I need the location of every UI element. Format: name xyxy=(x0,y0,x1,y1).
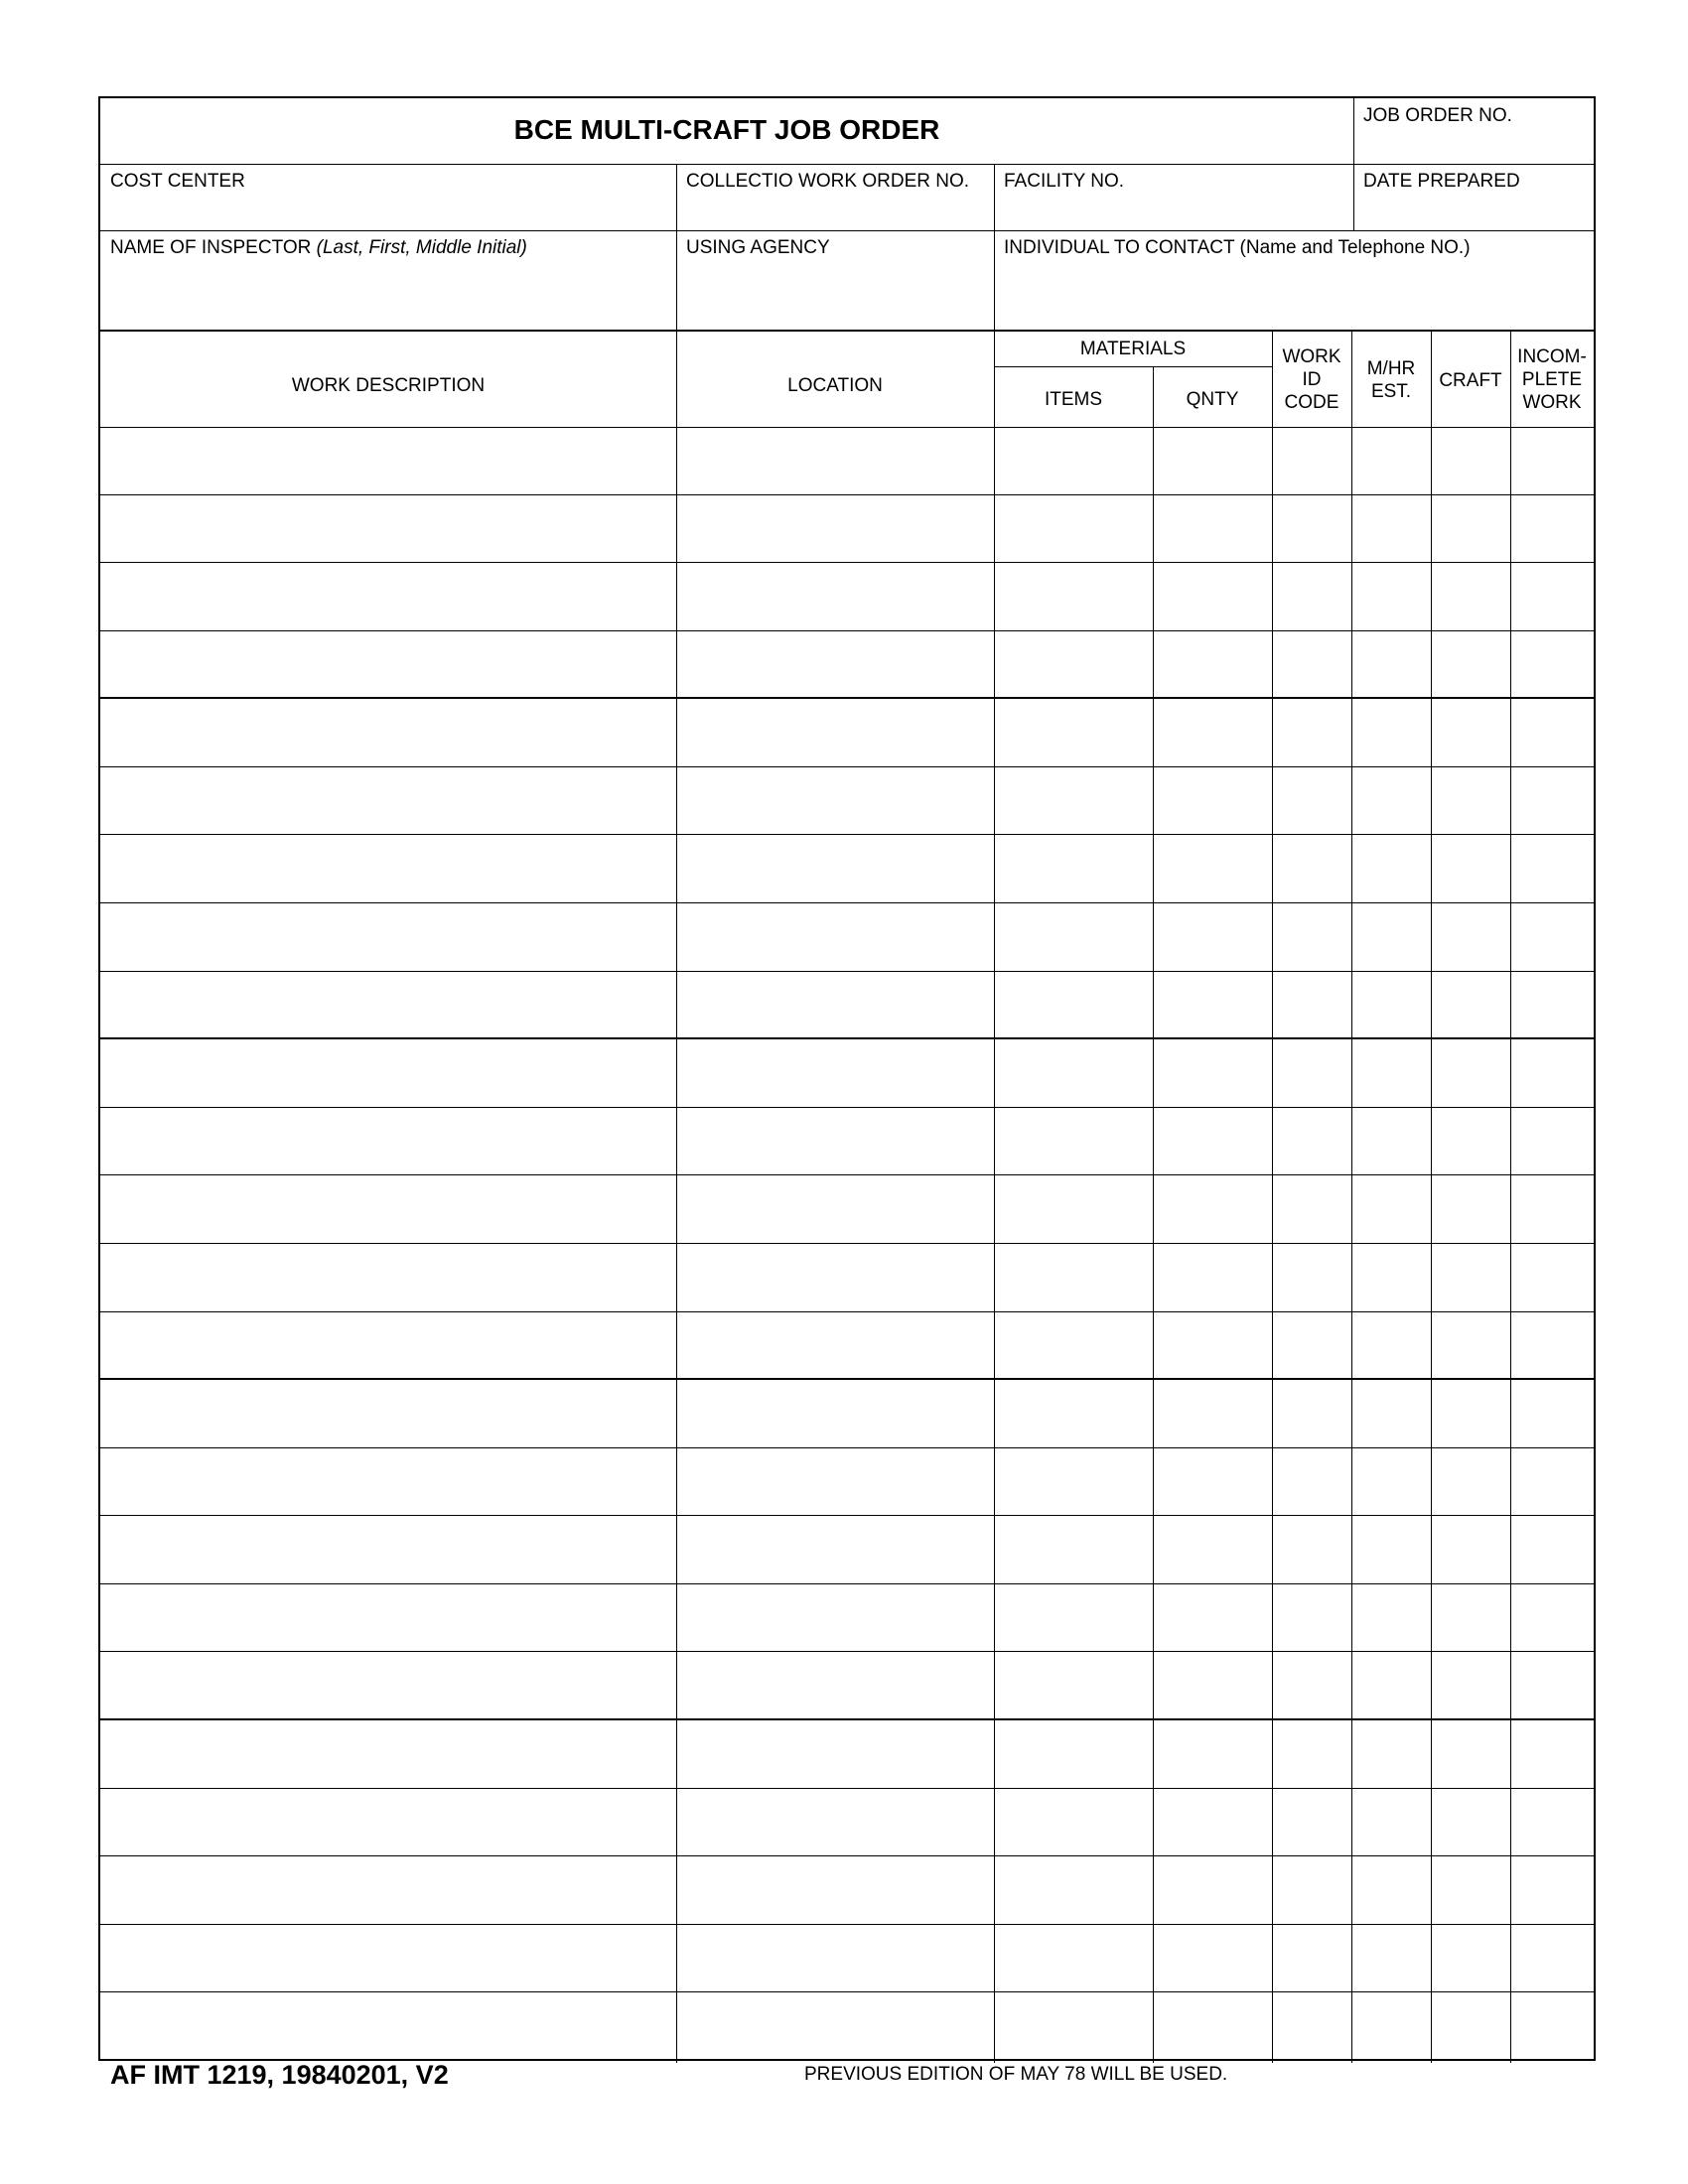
craft-cell[interactable] xyxy=(1431,699,1510,766)
table-row xyxy=(100,972,1594,1040)
craft-cell[interactable] xyxy=(1431,1584,1510,1652)
incomplete-work-cell[interactable] xyxy=(1510,903,1594,971)
incomplete-work-cell[interactable] xyxy=(1510,1856,1594,1924)
work-id-code-cell[interactable] xyxy=(1272,1856,1351,1924)
incomplete-work-cell[interactable] xyxy=(1510,563,1594,630)
work-description-header: WORK DESCRIPTION xyxy=(291,375,486,396)
location-cell[interactable] xyxy=(676,1720,994,1788)
qnty-cell[interactable] xyxy=(1153,1925,1272,1992)
items-cell[interactable] xyxy=(994,495,1153,563)
incomplete-work-cell[interactable] xyxy=(1510,767,1594,835)
mhr-est-cell[interactable] xyxy=(1351,1653,1431,1719)
facility-no-label: FACILITY NO. xyxy=(1004,171,1125,192)
incomplete-work-cell[interactable] xyxy=(1510,1516,1594,1583)
job-order-form xyxy=(98,96,1596,2061)
work-id-code-cell[interactable] xyxy=(1272,1312,1351,1379)
qnty-cell[interactable] xyxy=(1153,699,1272,766)
location-cell[interactable] xyxy=(676,1108,994,1175)
qnty-cell[interactable] xyxy=(1153,972,1272,1038)
work-description-cell[interactable] xyxy=(100,1925,676,1992)
craft-cell[interactable] xyxy=(1431,767,1510,835)
table-row xyxy=(100,563,1594,631)
items-cell[interactable] xyxy=(994,1584,1153,1652)
items-cell[interactable] xyxy=(994,631,1153,698)
location-cell[interactable] xyxy=(676,1992,994,2061)
qnty-cell[interactable] xyxy=(1153,1244,1272,1311)
location-cell[interactable] xyxy=(676,1584,994,1652)
incomplete-work-cell[interactable] xyxy=(1510,1789,1594,1856)
mhr-est-cell[interactable] xyxy=(1351,836,1431,903)
table-row xyxy=(100,495,1594,564)
craft-cell[interactable] xyxy=(1431,1720,1510,1788)
incomplete-work-cell[interactable] xyxy=(1510,1380,1594,1447)
qnty-cell[interactable] xyxy=(1153,1108,1272,1175)
location-cell[interactable] xyxy=(676,903,994,971)
craft-cell[interactable] xyxy=(1431,1856,1510,1924)
items-cell[interactable] xyxy=(994,767,1153,835)
items-cell[interactable] xyxy=(994,1992,1153,2061)
items-cell[interactable] xyxy=(994,1789,1153,1856)
incomplete-work-cell[interactable] xyxy=(1510,836,1594,903)
facility-no-field[interactable] xyxy=(994,164,1353,230)
work-id-code-cell[interactable] xyxy=(1272,1516,1351,1583)
qnty-cell[interactable] xyxy=(1153,767,1272,835)
mhr-est-cell[interactable] xyxy=(1351,1108,1431,1175)
incomplete-work-cell[interactable] xyxy=(1510,1039,1594,1107)
work-description-cell[interactable] xyxy=(100,903,676,971)
qnty-cell[interactable] xyxy=(1153,1856,1272,1924)
work-description-cell[interactable] xyxy=(100,1653,676,1719)
mhr-est-cell[interactable] xyxy=(1351,1992,1431,2061)
inspector-name-field[interactable] xyxy=(100,230,676,330)
work-description-cell[interactable] xyxy=(100,1039,676,1107)
mhr-est-cell[interactable] xyxy=(1351,767,1431,835)
table-row xyxy=(100,767,1594,836)
location-cell[interactable] xyxy=(676,836,994,903)
location-cell[interactable] xyxy=(676,495,994,563)
inspector-hint: (Last, First, Middle Initial) xyxy=(316,237,527,258)
table-row xyxy=(100,1380,1594,1448)
table-row xyxy=(100,1856,1594,1925)
work-description-cell[interactable] xyxy=(100,1448,676,1516)
work-id-code-cell[interactable] xyxy=(1272,1108,1351,1175)
form-title: BCE MULTI-CRAFT JOB ORDER xyxy=(513,114,940,145)
craft-header: CRAFT xyxy=(1439,370,1502,391)
work-id-code-cell[interactable] xyxy=(1272,631,1351,698)
qnty-cell[interactable] xyxy=(1153,1992,1272,2061)
form-id: AF IMT 1219, 19840201, V2 xyxy=(110,2060,449,2090)
work-description-cell[interactable] xyxy=(100,427,676,494)
items-header: ITEMS xyxy=(1044,389,1103,410)
using-agency-field[interactable] xyxy=(676,230,994,330)
mhr-est-cell[interactable] xyxy=(1351,1789,1431,1856)
location-cell[interactable] xyxy=(676,1312,994,1379)
qnty-cell[interactable] xyxy=(1153,1175,1272,1243)
collection-work-order-label: COLLECTIO WORK ORDER NO. xyxy=(686,171,970,192)
mhr-est-cell[interactable] xyxy=(1351,699,1431,766)
cost-center-label: COST CENTER xyxy=(110,171,245,192)
craft-cell[interactable] xyxy=(1431,1789,1510,1856)
work-id-code-line-2: ID xyxy=(1302,369,1322,390)
incomplete-work-cell[interactable] xyxy=(1510,972,1594,1038)
items-cell[interactable] xyxy=(994,1108,1153,1175)
mhr-est-cell[interactable] xyxy=(1351,1039,1431,1107)
location-cell[interactable] xyxy=(676,767,994,835)
items-cell[interactable] xyxy=(994,1516,1153,1583)
incomplete-work-cell[interactable] xyxy=(1510,1448,1594,1516)
craft-cell[interactable] xyxy=(1431,1992,1510,2061)
work-id-code-line-1: WORK xyxy=(1282,346,1341,367)
mhr-est-cell[interactable] xyxy=(1351,903,1431,971)
mhr-est-cell[interactable] xyxy=(1351,1175,1431,1243)
qnty-cell[interactable] xyxy=(1153,1448,1272,1516)
work-description-cell[interactable] xyxy=(100,631,676,698)
work-id-code-cell[interactable] xyxy=(1272,1925,1351,1992)
table-row xyxy=(100,1653,1594,1721)
work-id-code-cell[interactable] xyxy=(1272,1175,1351,1243)
incomplete-work-cell[interactable] xyxy=(1510,1108,1594,1175)
craft-cell[interactable] xyxy=(1431,1039,1510,1107)
mhr-est-cell[interactable] xyxy=(1351,1856,1431,1924)
work-description-cell[interactable] xyxy=(100,699,676,766)
mhr-est-cell[interactable] xyxy=(1351,1584,1431,1652)
qnty-cell[interactable] xyxy=(1153,1516,1272,1583)
location-cell[interactable] xyxy=(676,1244,994,1311)
incomplete-work-cell[interactable] xyxy=(1510,495,1594,563)
work-id-code-cell[interactable] xyxy=(1272,1992,1351,2061)
work-id-code-cell[interactable] xyxy=(1272,563,1351,630)
qnty-cell[interactable] xyxy=(1153,903,1272,971)
location-cell[interactable] xyxy=(676,1175,994,1243)
qnty-cell[interactable] xyxy=(1153,495,1272,563)
items-cell[interactable] xyxy=(994,1720,1153,1788)
mhr-est-cell[interactable] xyxy=(1351,631,1431,698)
table-row xyxy=(100,1108,1594,1176)
work-description-cell[interactable] xyxy=(100,836,676,903)
job-order-no-label: JOB ORDER NO. xyxy=(1363,105,1512,126)
mhr-est-header xyxy=(1351,357,1431,403)
mhr-est-cell[interactable] xyxy=(1351,1720,1431,1788)
mhr-est-cell[interactable] xyxy=(1351,563,1431,630)
items-cell[interactable] xyxy=(994,1039,1153,1107)
qnty-cell[interactable] xyxy=(1153,631,1272,698)
mhr-est-cell[interactable] xyxy=(1351,1380,1431,1447)
qnty-header: QNTY xyxy=(1186,389,1239,410)
craft-cell[interactable] xyxy=(1431,1516,1510,1583)
craft-cell[interactable] xyxy=(1431,1653,1510,1719)
inspector-label: NAME OF INSPECTOR xyxy=(110,237,312,258)
table-row xyxy=(100,1720,1594,1789)
qnty-cell[interactable] xyxy=(1153,1380,1272,1447)
qnty-cell[interactable] xyxy=(1153,1720,1272,1788)
mhr-est-cell[interactable] xyxy=(1351,1244,1431,1311)
work-id-code-cell[interactable] xyxy=(1272,1448,1351,1516)
qnty-cell[interactable] xyxy=(1153,836,1272,903)
mhr-est-cell[interactable] xyxy=(1351,972,1431,1038)
qnty-cell[interactable] xyxy=(1153,1789,1272,1856)
location-header: LOCATION xyxy=(787,375,883,396)
inspector-label-wrap xyxy=(110,237,527,259)
table-row xyxy=(100,699,1594,767)
incomplete-work-line-3: WORK xyxy=(1522,392,1582,413)
work-description-cell[interactable] xyxy=(100,1856,676,1924)
location-cell[interactable] xyxy=(676,1856,994,1924)
table-row xyxy=(100,1039,1594,1108)
table-row xyxy=(100,427,1594,495)
location-cell[interactable] xyxy=(676,427,994,494)
incomplete-work-cell[interactable] xyxy=(1510,1992,1594,2061)
mhr-est-cell[interactable] xyxy=(1351,495,1431,563)
work-id-code-cell[interactable] xyxy=(1272,767,1351,835)
incomplete-work-line-2: PLETE xyxy=(1521,369,1583,390)
items-cell[interactable] xyxy=(994,1856,1153,1924)
job-order-no-cell[interactable] xyxy=(1353,98,1594,164)
table-row xyxy=(100,1925,1594,1993)
location-cell[interactable] xyxy=(676,1925,994,1992)
items-cell[interactable] xyxy=(994,427,1153,494)
incomplete-work-cell[interactable] xyxy=(1510,1584,1594,1652)
work-id-code-cell[interactable] xyxy=(1272,699,1351,766)
cost-center-field[interactable] xyxy=(100,164,676,230)
contact-label: INDIVIDUAL TO CONTACT (Name and Telephone NO.) xyxy=(1004,237,1471,258)
table-row xyxy=(100,1448,1594,1517)
location-cell[interactable] xyxy=(676,1653,994,1719)
work-description-cell[interactable] xyxy=(100,767,676,835)
incomplete-work-cell[interactable] xyxy=(1510,1720,1594,1788)
table-row xyxy=(100,1992,1594,2061)
items-cell[interactable] xyxy=(994,1312,1153,1379)
items-cell[interactable] xyxy=(994,1448,1153,1516)
work-description-cell[interactable] xyxy=(100,1516,676,1583)
work-description-cell[interactable] xyxy=(100,1584,676,1652)
incomplete-work-cell[interactable] xyxy=(1510,1175,1594,1243)
incomplete-work-cell[interactable] xyxy=(1510,1244,1594,1311)
work-description-cell[interactable] xyxy=(100,563,676,630)
table-row xyxy=(100,631,1594,700)
location-cell[interactable] xyxy=(676,631,994,698)
craft-cell[interactable] xyxy=(1431,1244,1510,1311)
incomplete-work-line-1: INCOM- xyxy=(1517,346,1587,367)
craft-cell[interactable] xyxy=(1431,1175,1510,1243)
work-id-code-cell[interactable] xyxy=(1272,427,1351,494)
table-row xyxy=(100,836,1594,904)
table-row xyxy=(100,1312,1594,1381)
location-cell[interactable] xyxy=(676,1380,994,1447)
craft-cell[interactable] xyxy=(1431,563,1510,630)
table-row xyxy=(100,1584,1594,1653)
location-cell[interactable] xyxy=(676,1039,994,1107)
mhr-est-line-2: EST. xyxy=(1370,381,1412,402)
table-row xyxy=(100,1175,1594,1244)
items-cell[interactable] xyxy=(994,1925,1153,1992)
table-row xyxy=(100,1789,1594,1857)
mhr-est-line-1: M/HR xyxy=(1366,358,1416,379)
location-cell[interactable] xyxy=(676,1448,994,1516)
work-description-cell[interactable] xyxy=(100,1175,676,1243)
items-cell[interactable] xyxy=(994,1244,1153,1311)
location-cell[interactable] xyxy=(676,972,994,1038)
mhr-est-cell[interactable] xyxy=(1351,1516,1431,1583)
work-id-code-cell[interactable] xyxy=(1272,972,1351,1038)
work-description-cell[interactable] xyxy=(100,1244,676,1311)
work-id-code-cell[interactable] xyxy=(1272,1380,1351,1447)
table-row xyxy=(100,903,1594,972)
work-description-cell[interactable] xyxy=(100,1108,676,1175)
items-cell[interactable] xyxy=(994,699,1153,766)
date-prepared-label: DATE PREPARED xyxy=(1363,171,1520,192)
items-cell[interactable] xyxy=(994,1653,1153,1719)
work-description-cell[interactable] xyxy=(100,495,676,563)
craft-cell[interactable] xyxy=(1431,903,1510,971)
work-id-code-cell[interactable] xyxy=(1272,1720,1351,1788)
mhr-est-cell[interactable] xyxy=(1351,1312,1431,1379)
qnty-cell[interactable] xyxy=(1153,1584,1272,1652)
work-id-code-header xyxy=(1272,345,1351,414)
qnty-cell[interactable] xyxy=(1153,563,1272,630)
craft-cell[interactable] xyxy=(1431,631,1510,698)
work-id-code-cell[interactable] xyxy=(1272,1584,1351,1652)
craft-cell[interactable] xyxy=(1431,836,1510,903)
divider xyxy=(100,330,1594,332)
work-id-code-cell[interactable] xyxy=(1272,1653,1351,1719)
materials-header: MATERIALS xyxy=(1079,339,1187,359)
work-id-code-cell[interactable] xyxy=(1272,495,1351,563)
incomplete-work-cell[interactable] xyxy=(1510,1312,1594,1379)
location-cell[interactable] xyxy=(676,1516,994,1583)
location-cell[interactable] xyxy=(676,699,994,766)
work-description-cell[interactable] xyxy=(100,1380,676,1447)
incomplete-work-cell[interactable] xyxy=(1510,631,1594,698)
work-id-code-cell[interactable] xyxy=(1272,1039,1351,1107)
work-description-cell[interactable] xyxy=(100,1720,676,1788)
contact-field[interactable] xyxy=(994,230,1594,330)
qnty-cell[interactable] xyxy=(1153,427,1272,494)
table-row xyxy=(100,1244,1594,1312)
craft-cell[interactable] xyxy=(1431,1380,1510,1447)
using-agency-label: USING AGENCY xyxy=(686,237,830,258)
incomplete-work-header xyxy=(1510,345,1594,414)
craft-cell[interactable] xyxy=(1431,1925,1510,1992)
qnty-cell[interactable] xyxy=(1153,1312,1272,1379)
incomplete-work-cell[interactable] xyxy=(1510,1653,1594,1719)
items-cell[interactable] xyxy=(994,1175,1153,1243)
incomplete-work-cell[interactable] xyxy=(1510,427,1594,494)
incomplete-work-cell[interactable] xyxy=(1510,1925,1594,1992)
craft-cell[interactable] xyxy=(1431,1312,1510,1379)
edition-note: PREVIOUS EDITION OF MAY 78 WILL BE USED. xyxy=(804,2064,1228,2085)
work-id-code-cell[interactable] xyxy=(1272,903,1351,971)
craft-cell[interactable] xyxy=(1431,1448,1510,1516)
qnty-cell[interactable] xyxy=(1153,1653,1272,1719)
work-description-cell[interactable] xyxy=(100,1312,676,1379)
mhr-est-cell[interactable] xyxy=(1351,1925,1431,1992)
incomplete-work-cell[interactable] xyxy=(1510,699,1594,766)
mhr-est-cell[interactable] xyxy=(1351,1448,1431,1516)
work-id-code-line-3: CODE xyxy=(1284,392,1339,413)
location-cell[interactable] xyxy=(676,1789,994,1856)
items-cell[interactable] xyxy=(994,563,1153,630)
divider xyxy=(994,366,1272,367)
work-id-code-cell[interactable] xyxy=(1272,1244,1351,1311)
work-description-cell[interactable] xyxy=(100,972,676,1038)
table-row xyxy=(100,1516,1594,1584)
items-cell[interactable] xyxy=(994,972,1153,1038)
items-cell[interactable] xyxy=(994,903,1153,971)
craft-cell[interactable] xyxy=(1431,1108,1510,1175)
date-prepared-field[interactable] xyxy=(1353,164,1594,230)
collection-work-order-field[interactable] xyxy=(676,164,994,230)
craft-cell[interactable] xyxy=(1431,972,1510,1038)
items-cell[interactable] xyxy=(994,1380,1153,1447)
work-description-cell[interactable] xyxy=(100,1789,676,1856)
work-id-code-cell[interactable] xyxy=(1272,836,1351,903)
craft-cell[interactable] xyxy=(1431,427,1510,494)
work-id-code-cell[interactable] xyxy=(1272,1789,1351,1856)
craft-cell[interactable] xyxy=(1431,495,1510,563)
qnty-cell[interactable] xyxy=(1153,1039,1272,1107)
location-cell[interactable] xyxy=(676,563,994,630)
mhr-est-cell[interactable] xyxy=(1351,427,1431,494)
work-description-cell[interactable] xyxy=(100,1992,676,2061)
items-cell[interactable] xyxy=(994,836,1153,903)
